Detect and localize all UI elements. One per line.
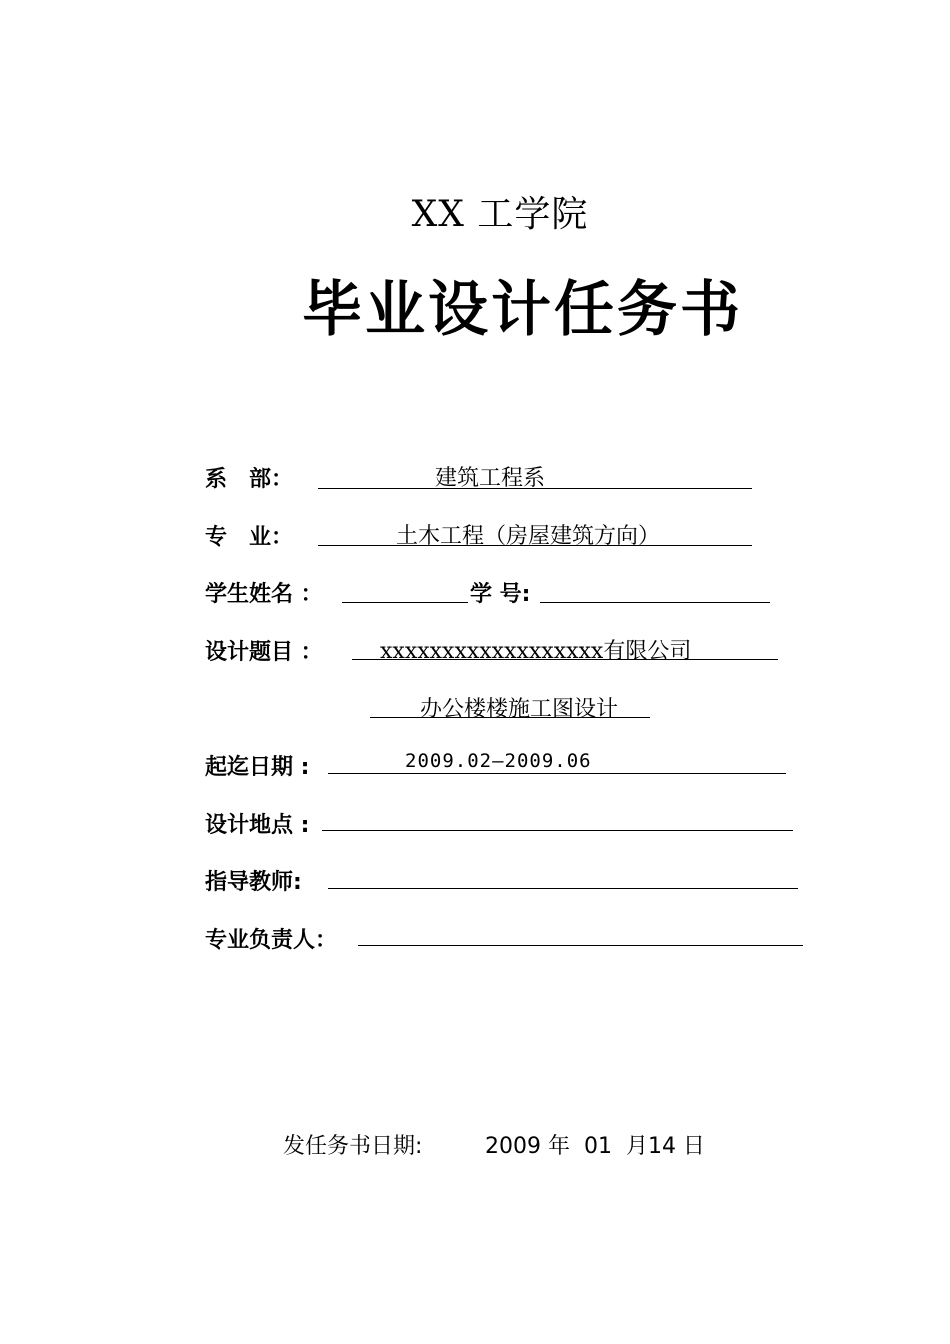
location-label: 设计地点 :	[205, 813, 310, 838]
document-title: 毕业设计任务书	[302, 275, 743, 345]
school-name: XX 工学院	[411, 194, 589, 235]
student-id-label: 学 号:	[470, 582, 531, 607]
issue-date-value: 2009 年 01 月14 日	[485, 1134, 705, 1159]
student-name-label: 学生姓名 ：	[205, 582, 323, 607]
period-value: 2009.02—2009.06	[405, 750, 592, 772]
major-value: 土木工程（房屋建筑方向）	[396, 524, 661, 549]
department-label: 系 部：	[205, 467, 294, 492]
topic-value-2: 办公楼楼施工图设计	[420, 697, 619, 722]
period-label: 起迄日期 :	[205, 755, 310, 780]
department-value: 建筑工程系	[435, 466, 546, 491]
topic-label: 设计题目 ：	[205, 640, 323, 665]
advisor-label: 指导教师:	[205, 870, 302, 895]
head-line	[358, 917, 803, 946]
student-name-line	[342, 574, 468, 603]
advisor-line	[328, 860, 798, 889]
location-line	[322, 802, 793, 831]
major-label: 专 业：	[205, 525, 294, 550]
issue-date-label: 发任务书日期:	[283, 1134, 423, 1159]
topic-value-1: xxxxxxxxxxxxxxxxxx有限公司	[380, 639, 692, 664]
student-id-line	[540, 574, 770, 603]
head-label: 专业负责人：	[205, 928, 338, 953]
